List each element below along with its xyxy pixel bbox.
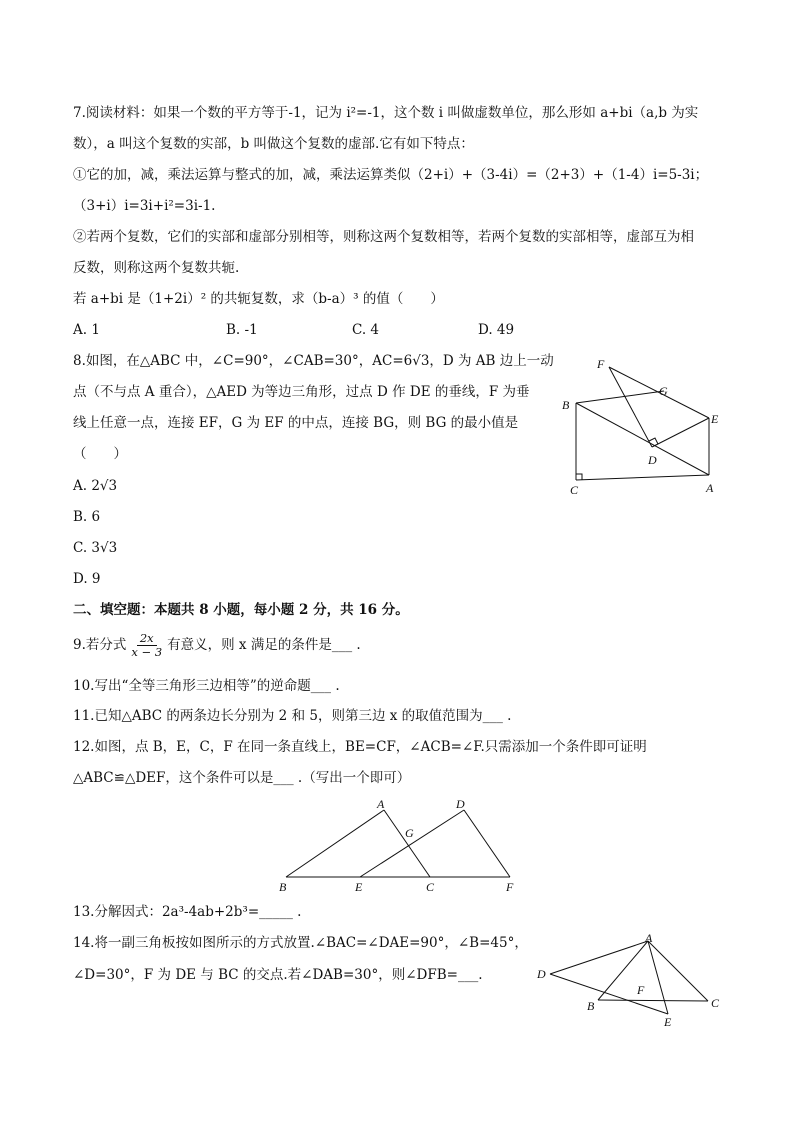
label-a: A (645, 931, 653, 945)
label-c: C (426, 880, 435, 894)
option-b: B. -1 (226, 322, 258, 338)
text-line: 反数，则称这两个复数共轭. (73, 260, 240, 276)
label-b: B (587, 999, 595, 1013)
label-e: E (355, 880, 363, 894)
segment-ac (384, 810, 430, 877)
text-line: 8.如图，在△ABC 中，∠C=90°，∠CAB=30°，AC=6√3，D 为 AB 边上一动 (73, 353, 554, 369)
segment-bc (598, 1000, 708, 1001)
segment-ca (576, 475, 709, 480)
label-b: B (279, 880, 287, 894)
figure-q12 (275, 795, 525, 895)
label-c: C (711, 996, 720, 1010)
q12-line2: △ABC≌△DEF，这个条件可以是___ .（写出一个即可） (73, 770, 411, 786)
segment-ac (648, 941, 708, 1001)
segment-ba (576, 403, 709, 475)
option-a: A. 1 (73, 322, 100, 338)
q13: 13.分解因式：2a³-4ab+2b³=_____ . (73, 904, 302, 920)
segment-fd (609, 367, 652, 447)
figure-q14 (533, 930, 729, 1030)
label-f: F (637, 983, 645, 997)
label-f: F (597, 357, 605, 371)
label-g: G (659, 384, 668, 398)
segment-bg (576, 391, 664, 403)
option-c: C. 3√3 (73, 540, 118, 556)
q14-line2: ∠D=30°，F 为 DE 与 BC 的交点.若∠DAB=30°，则∠DFB=___. (73, 967, 483, 983)
label-d: D (537, 967, 546, 981)
q12-line1: 12.如图，点 B，E，C，F 在同一条直线上，BE=CF，∠ACB=∠F.只需添加一个条件即可证明 (73, 739, 647, 755)
text-line: ②若两个复数，它们的实部和虚部分别相等，则称这两个复数相等，若两个复数的实部相等，虚部互为相 (73, 229, 694, 245)
segment-de (652, 418, 709, 447)
q14-line1: 14.将一副三角板按如图所示的方式放置.∠BAC=∠DAE=90°，∠B=45°， (73, 935, 528, 951)
label-d: D (456, 797, 465, 811)
text-line: 7.阅读材料：如果一个数的平方等于-1，记为 i²=-1，这个数 i 叫做虚数单位，那么形如 a+bi（a,b 为实 (73, 105, 699, 121)
label-a: A (706, 481, 714, 495)
section-heading: 二、填空题：本题共 8 小题，每小题 2 分，共 16 分。 (73, 602, 409, 618)
segment-de (550, 974, 668, 1014)
option-b: B. 6 (73, 509, 101, 525)
segment-df (464, 810, 510, 877)
text-line: （3+i）i=3i+i²=3i-1. (73, 198, 216, 214)
option-d: D. 9 (73, 571, 101, 587)
label-c: C (570, 483, 579, 497)
text-line: ①它的加，减，乘法运算与整式的加，减，乘法运算类似（2+i）+（3-4i）=（2+3）+（1-4）i=5-3i； (73, 167, 709, 183)
q11: 11.已知△ABC 的两条边长分别为 2 和 5，则第三边 x 的取值范围为___ . (73, 708, 512, 724)
denominator: x − 3 (131, 644, 163, 659)
right-angle-mark-c (576, 474, 582, 480)
option-c: C. 4 (352, 322, 380, 338)
text-line: （ ） (73, 446, 127, 462)
figure-q8 (555, 352, 730, 502)
fraction (129, 632, 164, 659)
label-b: B (562, 398, 570, 412)
label-d: D (648, 453, 657, 467)
option-d: D. 49 (478, 322, 515, 338)
segment-ae (648, 941, 668, 1014)
text-line: 数），a 叫这个复数的实部，b 叫做这个复数的虚部.它有如下特点： (73, 136, 474, 152)
q9-prefix: 9.若分式 (73, 637, 127, 653)
label-e: E (664, 1015, 672, 1029)
text-line: 若 a+bi 是（1+2i）² 的共轭复数，求（b-a）³ 的值（ ） (73, 291, 444, 307)
text-line: 点（不与点 A 重合），△AED 为等边三角形，过点 D 作 DE 的垂线，F 为垂 (73, 384, 530, 400)
label-g: G (405, 826, 414, 840)
text-line: 线上任意一点，连接 EF，G 为 EF 的中点，连接 BG，则 BG 的最小值是 (73, 415, 519, 431)
segment-ed (360, 810, 464, 877)
label-a: A (377, 797, 385, 811)
segment-da (550, 941, 648, 974)
label-f: F (506, 880, 514, 894)
label-e: E (711, 412, 719, 426)
numerator: 2x (137, 632, 157, 646)
q9 (73, 630, 361, 660)
segment-ba (286, 810, 384, 877)
q9-suffix: 有意义，则 x 满足的条件是___ . (167, 637, 361, 653)
option-a: A. 2√3 (73, 478, 118, 494)
q10: 10.写出“全等三角形三边相等”的逆命题___ . (73, 678, 340, 694)
